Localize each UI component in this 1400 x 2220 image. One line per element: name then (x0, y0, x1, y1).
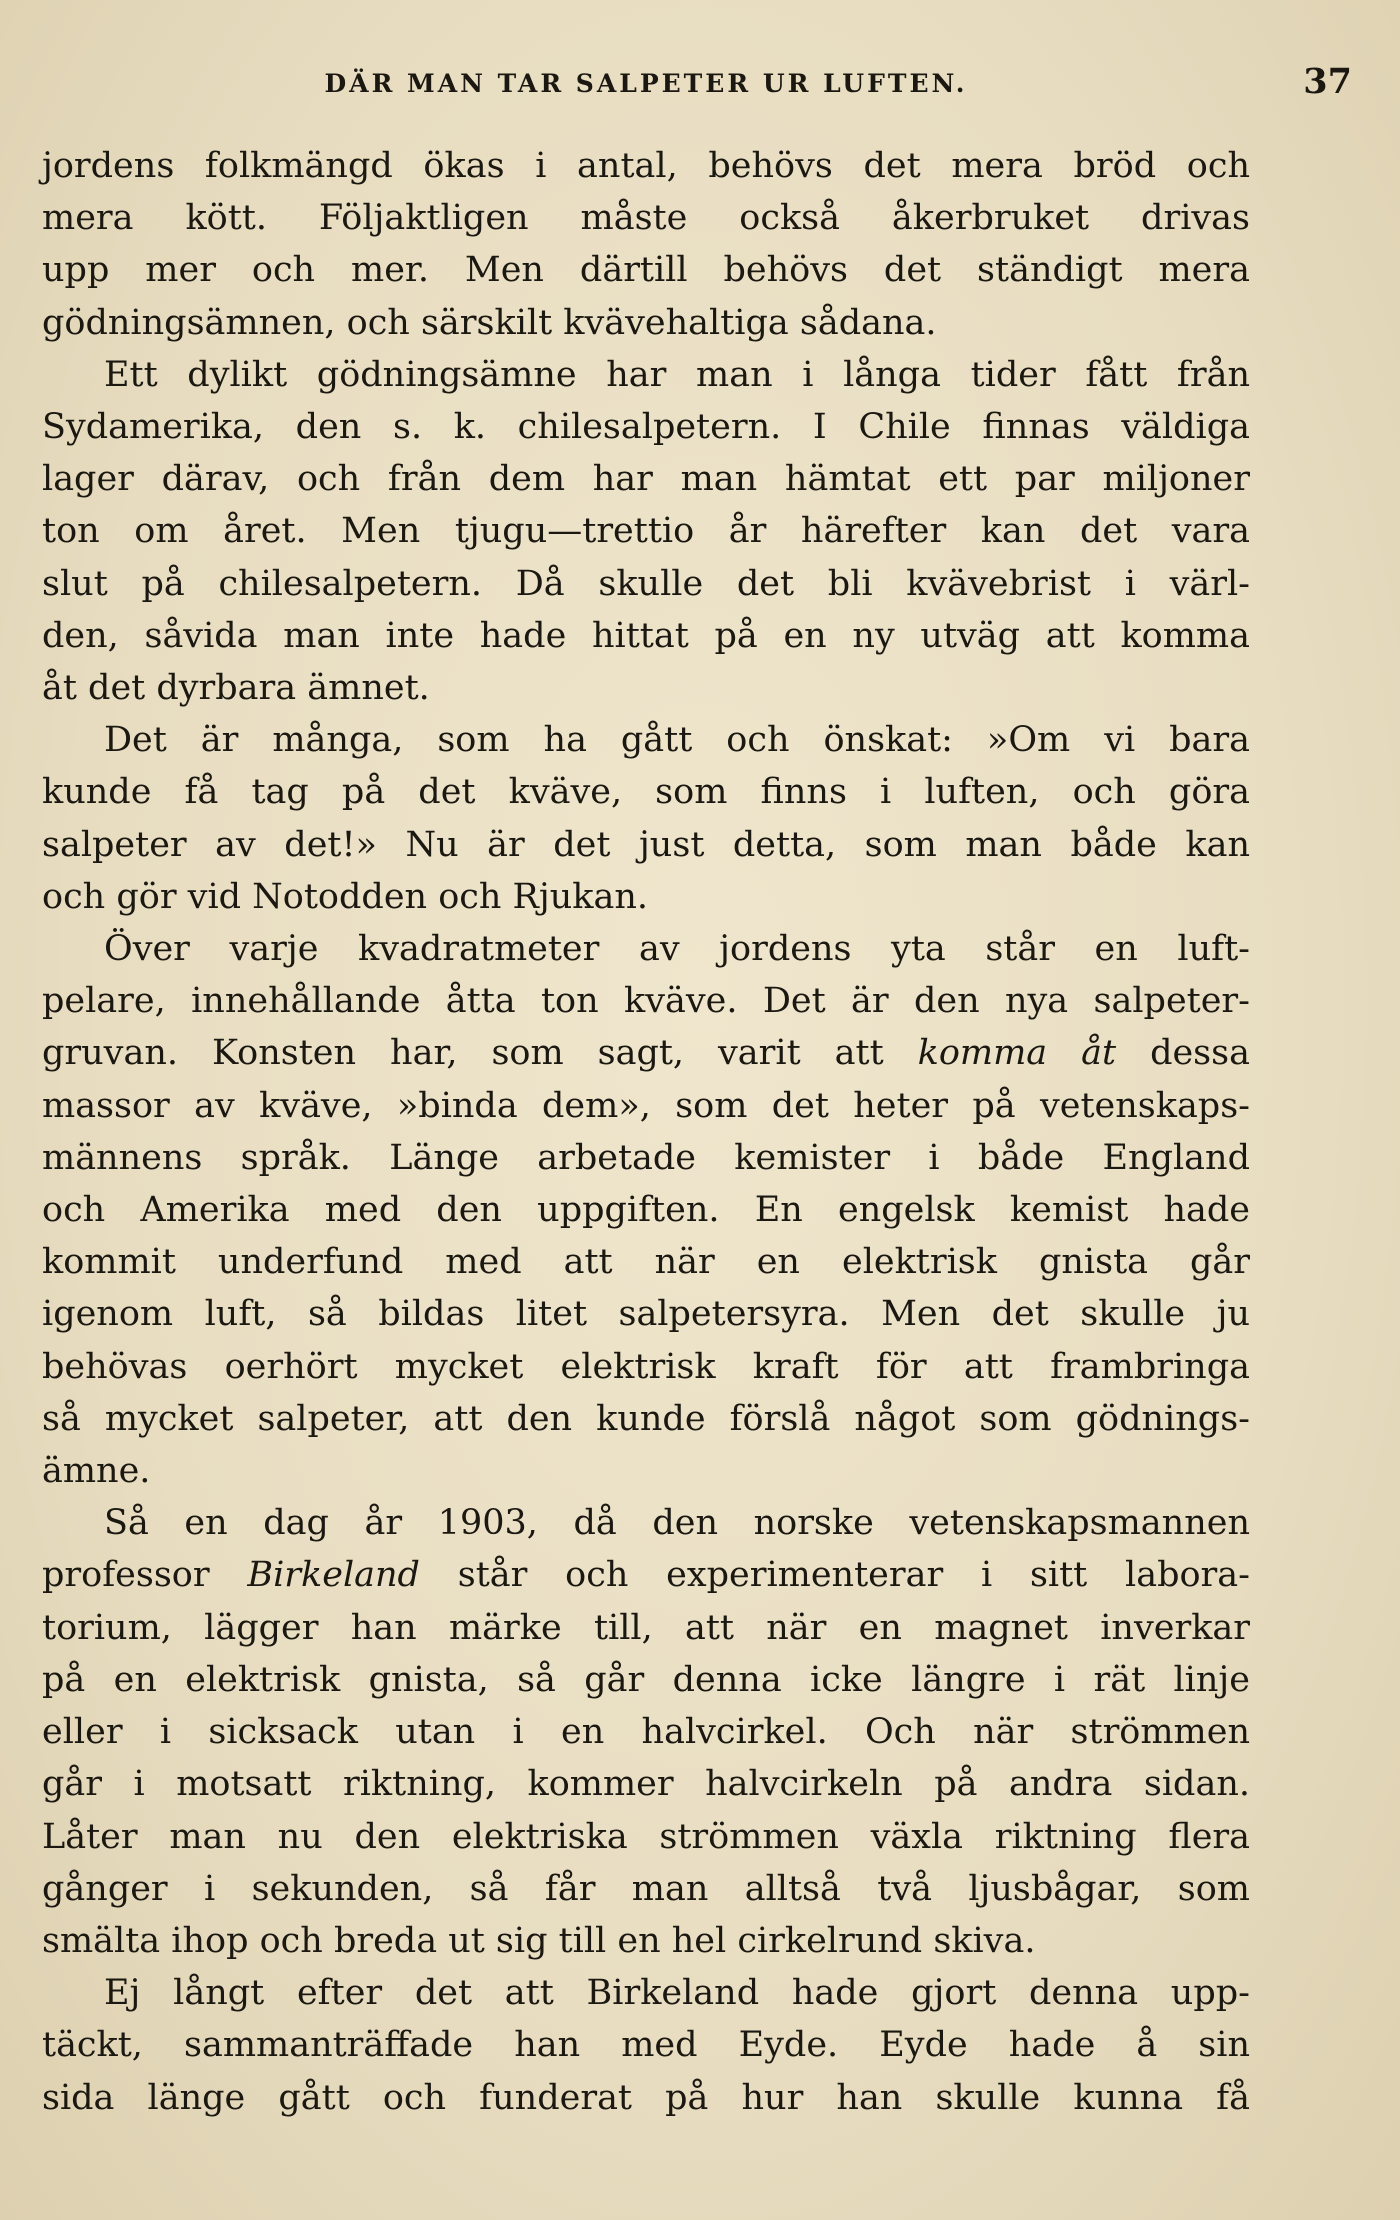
text-line-mixed (42, 1027, 1250, 1079)
running-head: DÄR MAN TAR SALPETER UR LUFTEN. (324, 69, 968, 98)
text-line: och Amerika med den uppgiften. En engelsk kemist hade (42, 1190, 1250, 1231)
text-line: kunde få tag på det kväve, som finns i luften, och göra (42, 772, 1250, 813)
text-line: Ej långt efter det att Birkeland hade gjort denna upp- (104, 1973, 1250, 2014)
text-line: gödningsämnen, och särskilt kvävehaltiga sådana. (42, 302, 937, 343)
text-segment: står och experimenterar i sitt labora- (457, 1555, 1250, 1596)
text-line: åt det dyrbara ämnet. (42, 668, 430, 709)
text-line: så mycket salpeter, att den kunde förslå något som gödnings- (42, 1398, 1250, 1439)
text-line: salpeter av det!» Nu är det just detta, som man både kan (42, 824, 1250, 865)
text-line: massor av kväve, »binda dem», som det heter på vetenskaps- (42, 1085, 1250, 1126)
text-line: Det är många, som ha gått och önskat: »Om vi bara (104, 720, 1250, 761)
text-line: Ett dylikt gödningsämne har man i långa tider fått från (104, 354, 1250, 395)
body-text (42, 140, 1250, 2124)
text-line: Så en dag år 1903, då den norske vetenskapsmannen (104, 1503, 1250, 1544)
text-line: täckt, sammanträffade han med Eyde. Eyde hade å sin (42, 2025, 1250, 2066)
text-line: Låter man nu den elektriska strömmen växla riktning flera (42, 1816, 1250, 1857)
emphasized-name: Birkeland (247, 1555, 420, 1596)
text-line: sida länge gått och funderat på hur han skulle kunna få (42, 2077, 1250, 2118)
text-line: pelare, innehållande åtta ton kväve. Det är den nya salpeter- (42, 981, 1250, 1022)
text-line: Över varje kvadratmeter av jordens yta står en luft- (104, 929, 1250, 970)
page-number: 37 (1303, 61, 1352, 102)
text-line: gånger i sekunden, så får man alltså två ljusbågar, som (42, 1868, 1250, 1909)
text-line: den, såvida man inte hade hittat på en ny utväg att komma (42, 615, 1250, 656)
text-line: behövas oerhört mycket elektrisk kraft för att frambringa (42, 1346, 1250, 1387)
text-line: och gör vid Notodden och Rjukan. (42, 876, 649, 917)
text-line: igenom luft, så bildas litet salpetersyra. Men det skulle ju (42, 1294, 1250, 1335)
text-segment: professor (42, 1555, 210, 1596)
text-line: smälta ihop och breda ut sig till en hel cirkelrund skiva. (42, 1920, 1036, 1961)
emphasized-text: komma åt (917, 1033, 1117, 1074)
text-line: torium, lägger han märke till, att när en magnet inverkar (42, 1607, 1250, 1648)
text-line: ämne. (42, 1451, 151, 1492)
text-line: jordens folkmängd ökas i antal, behövs det mera bröd och (42, 146, 1250, 186)
text-line: går i motsatt riktning, kommer halvcirkeln på andra sidan. (42, 1764, 1250, 1805)
text-line: eller i sicksack utan i en halvcirkel. Och när strömmen (42, 1712, 1250, 1753)
text-line: mera kött. Följaktligen måste också åkerbruket drivas (42, 198, 1250, 239)
text-line-mixed (42, 1549, 1250, 1601)
text-line: upp mer och mer. Men därtill behövs det ständigt mera (42, 250, 1250, 291)
text-segment: gruvan. Konsten har, som sagt, varit att (42, 1033, 884, 1074)
text-line: Sydamerika, den s. k. chilesalpetern. I Chile finnas väldiga (42, 407, 1250, 448)
text-line: på en elektrisk gnista, så går denna icke längre i rät linje (42, 1659, 1250, 1700)
text-line: ton om året. Men tjugu—trettio år härefter kan det vara (42, 511, 1250, 552)
text-line: slut på chilesalpetern. Då skulle det bli kvävebrist i värl- (42, 563, 1250, 604)
text-line: männens språk. Länge arbetade kemister i både England (42, 1137, 1250, 1178)
page-header (42, 61, 1352, 106)
text-segment: dessa (1150, 1033, 1250, 1074)
text-line: lager därav, och från dem har man hämtat ett par miljoner (42, 459, 1250, 500)
text-line: kommit underfund med att när en elektrisk gnista går (42, 1242, 1250, 1283)
